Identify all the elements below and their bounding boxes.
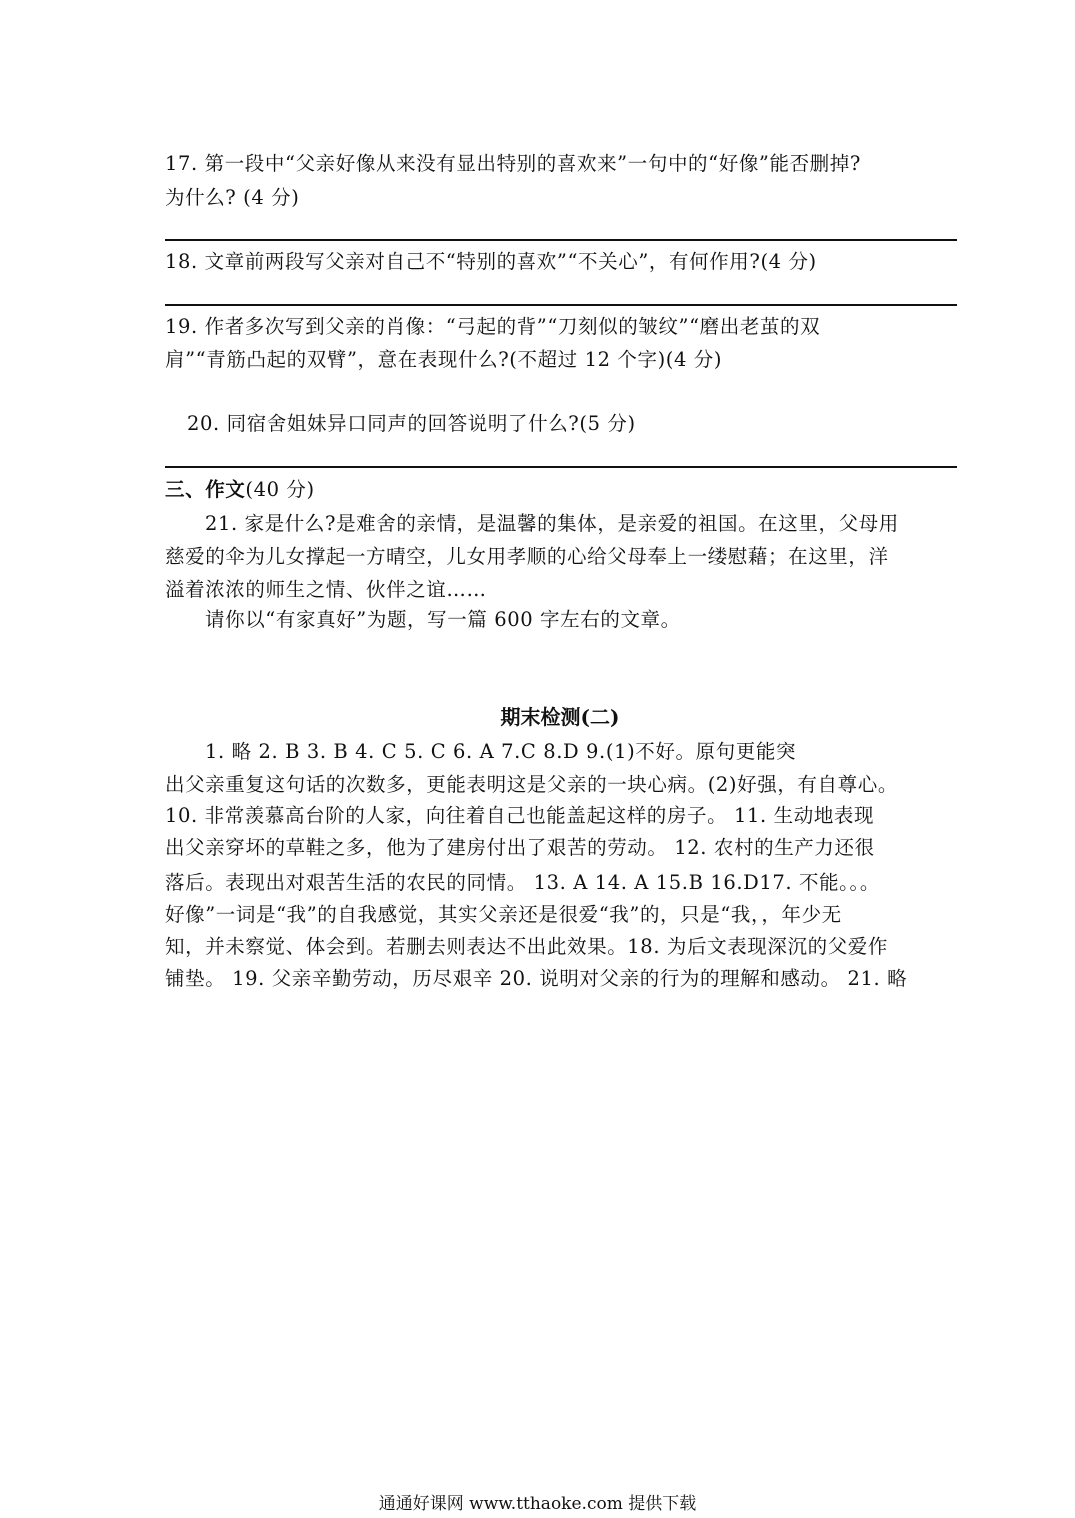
question-17-line-2: 为什么? (4 分)	[165, 186, 300, 209]
composition-line: 请你以“有家真好”为题，写一篇 600 字左右的文章。	[205, 608, 681, 631]
answer-line: 10. 非常羡慕高台阶的人家，向往着自己也能盖起这样的房子。 11. 生动地表现	[165, 804, 875, 827]
answer-line: 1. 略 2. B 3. B 4. C 5. C 6. A 7.C 8.D 9.(1)不好。原句更能突	[205, 740, 797, 763]
answer-line-divider	[165, 239, 957, 241]
question-18: 18. 文章前两段写父亲对自己不“特别的喜欢”“不关心”，有何作用?(4 分)	[165, 250, 817, 273]
answer-line: 落后。表现出对艰苦生活的农民的同情。 13. A 14. A 15.B 16.D17. 不能。。。	[165, 871, 880, 894]
question-19-line-2: 肩”“青筋凸起的双臂”，意在表现什么?(不超过 12 个字)(4 分)	[165, 348, 723, 371]
composition-line: 21. 家是什么?是难舍的亲情，是温馨的集体，是亲爱的祖国。在这里，父母用	[205, 512, 899, 535]
composition-line: 溢着浓浓的师生之情、伙伴之谊……	[165, 578, 487, 601]
composition-line: 慈爱的伞为儿女撑起一方晴空，儿女用孝顺的心给父母奉上一缕慰藉；在这里，洋	[165, 545, 889, 568]
section-points: (40 分)	[245, 478, 315, 501]
answer-line: 出父亲穿坏的草鞋之多，他为了建房付出了艰苦的劳动。 12. 农村的生产力还很	[165, 836, 875, 859]
answer-key-title: 期末检测(二)	[500, 705, 620, 729]
question-17-line-1: 17. 第一段中“父亲好像从来没有显出特别的喜欢来”一句中的“好像”能否删掉?	[165, 152, 861, 175]
answer-line: 知，并未察觉、体会到。若删去则表达不出此效果。18. 为后文表现深沉的父爱作	[165, 935, 889, 958]
answer-line-divider	[165, 304, 957, 306]
section-heading	[165, 473, 957, 507]
answer-line: 好像”一词是“我”的自我感觉，其实父亲还是很爱“我”的，只是“我，，年少无	[165, 903, 842, 926]
answer-line-divider	[165, 466, 957, 468]
section-title: 三、作文	[165, 478, 246, 501]
question-19-line-1: 19. 作者多次写到父亲的肖像：“弓起的背”“刀刻似的皱纹”“磨出老茧的双	[165, 315, 821, 338]
question-20: 20. 同宿舍姐妹异口同声的回答说明了什么?(5 分)	[187, 412, 636, 435]
answer-line: 出父亲重复这句话的次数多，更能表明这是父亲的一块心病。(2)好强，有自尊心。	[165, 773, 898, 796]
page-footer: 通通好课网 www.tthaoke.com 提供下载	[378, 1494, 697, 1514]
answer-line: 铺垫。 19. 父亲辛勤劳动，历尽艰辛 20. 说明对父亲的行为的理解和感动。 21. 略	[165, 967, 908, 990]
